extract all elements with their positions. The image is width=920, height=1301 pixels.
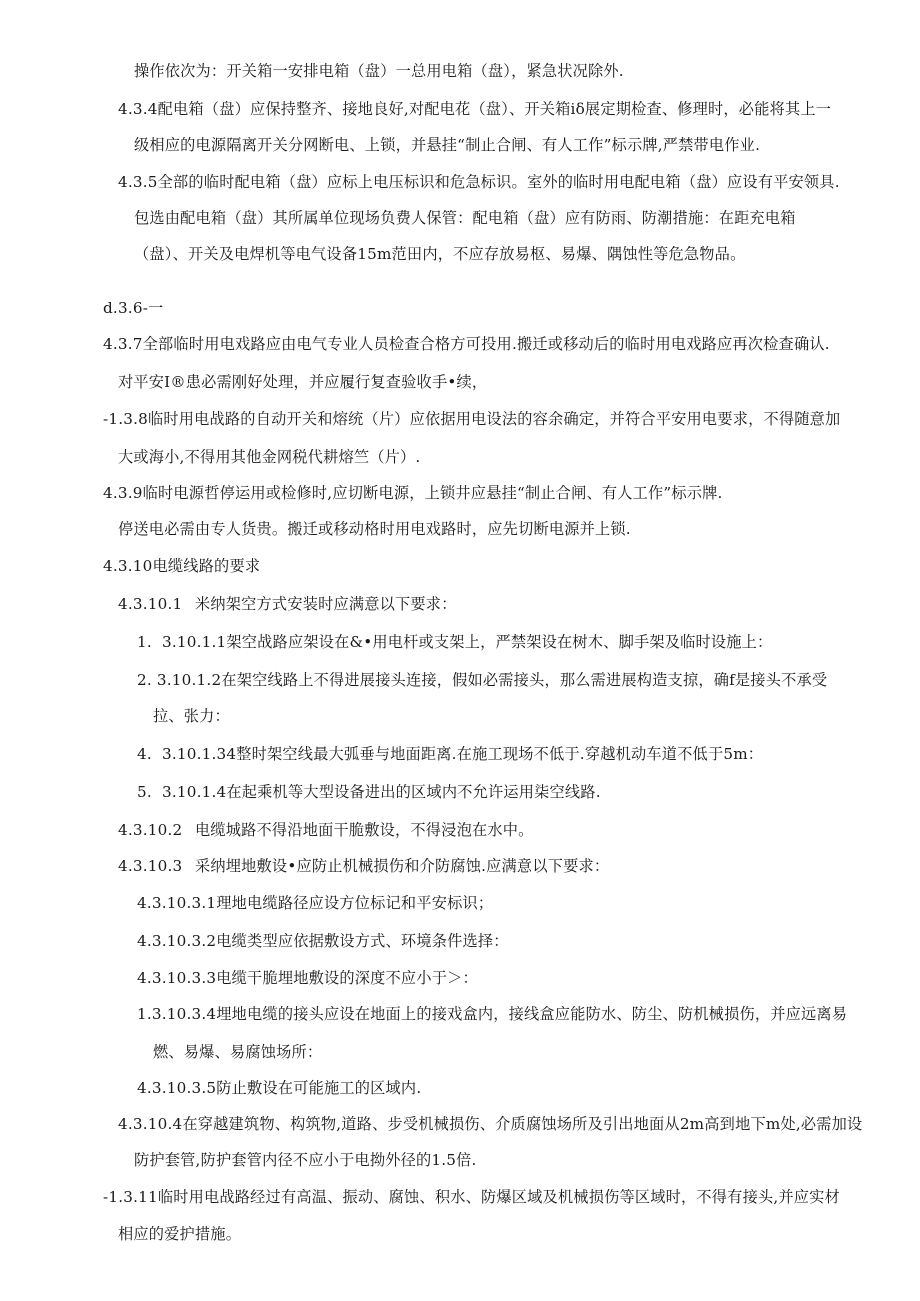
text-line: 燃、易爆、易腐蚀场所： — [153, 1043, 323, 1061]
text-line: 停送电必需由专人货贵。搬迁或移动格时用电戏路时，应先切断电源并上锁. — [118, 520, 631, 538]
text-line: 采纳埋地敷设•应防止机械损伤和介防腐蚀.应满意以下要求： — [195, 857, 610, 875]
text-line: 4.3.10.3.3电缆干脆埋地敷设的深度不应小于＞： — [137, 969, 478, 987]
list-number: 5. — [137, 783, 152, 801]
text-line: 对平安I®患必需刚好处理，并应履行复查验收手•续， — [118, 373, 488, 391]
text-line: 包选由配电箱（盘）其所属单位现场负费人保管：配电箱（盘）应有防雨、防潮措施：在距充电箱 — [134, 209, 796, 227]
text-line: 4.3.4配电箱（盘）应保持整齐、接地良好,对配电花（盘）、开关箱iδ展定期检查、修理时，必能将其上一 — [118, 100, 832, 118]
text-line: 4.3.5全部的临时配电箱（盘）应标上电压标识和危急标识。室外的临时用电配电箱（盘）应设有平安领具. — [118, 173, 840, 191]
text-line: -1.3.8临时用电战路的自动开关和熔统（片）应依据用电设法的容余确定，并符合平安用电要求，不得随意加 — [103, 410, 841, 428]
text-line: 操作依次为：开关箱一安排电箱（盘）一总用电箱（盘），紧急状况除外. — [134, 62, 624, 80]
text-line: 拉、张力： — [153, 707, 230, 725]
text-line: 1.3.10.3.4埋地电缆的接头应设在地面上的接戏盒内，接线盒应能防水、防尘、防机械损伤，并应远离易 — [137, 1005, 848, 1023]
text-line: 大或海小,不得用其他金网税代耕熔竺（片）. — [118, 448, 421, 466]
text-line: 3.10.1.34整时架空线最大弧垂与地面距离.在施工现场不低于.穿越机动车道不低于5m： — [162, 745, 764, 763]
text-line: 4.3.10.3.2电缆类型应依据敷设方式、环境条件选择： — [137, 932, 509, 950]
text-line: 米纳架空方式安装时应满意以下要求： — [195, 595, 457, 613]
text-line: 2. 3.10.1.2在架空线路上不得进展接头连接，假如必需接头，那么需进展构造支掠，确f是接头不承受 — [137, 671, 828, 689]
text-line: d.3.6-一 — [103, 299, 164, 317]
text-line: 4.3.10.3.1理地电缆路径应设方位标记和平安标识； — [137, 894, 494, 912]
text-line: 3.10.1.4在起乘机等大型设备进出的区域内不允许运用柒空线路. — [162, 783, 601, 801]
text-line: 3.10.1.1架空战路应架设在&•用电杆或支架上，严禁架设在树木、脚手架及临时设施上： — [162, 633, 773, 651]
list-number: 1. — [137, 633, 152, 651]
text-line: 电缆城路不得沿地面干脆敷设，不得浸泡在水中。 — [195, 821, 534, 839]
text-line: （盘）、开关及电焊机等电气设备15m范田内，不应存放易枢、易爆、隅蚀性等危急物品。 — [134, 245, 746, 263]
text-line: 4.3.10.1 — [118, 595, 183, 613]
text-line: 相应的爱护措施。 — [118, 1225, 242, 1243]
text-line: 4.3.9临时电源哲停运用或检修时,应切断电源，上锁井应悬挂“制止合闸、有人工作”标示牌. — [103, 484, 723, 502]
text-line: 4.3.10.3 — [118, 857, 183, 875]
text-line: 4.3.10.2 — [118, 821, 183, 839]
text-line: 4.3.10电缆线路的要求 — [103, 557, 261, 575]
text-line: 4.3.7全部临时用电戏路应由电气专业人员检查合格方可投用.搬迁或移动后的临时用电戏路应再次检查确认. — [103, 335, 830, 353]
list-number: 4. — [137, 745, 152, 763]
text-line: -1.3.11临时用电战路经过有高温、振动、腐蚀、积水、防爆区域及机械损伤等区域时，不得有接头,并应实材 — [103, 1188, 840, 1206]
text-line: 防护套管,防护套管内径不应小于电拗外径的1.5倍. — [134, 1151, 477, 1169]
text-line: 4.3.10.4在穿越建筑物、构筑物,道路、步受机械损伤、介质腐蚀场所及引出地面从2m高到地下m处,必需加设 — [118, 1115, 863, 1133]
text-line: 级相应的电源隔离开关分网断电、上锁，并悬挂“制止合闸、有人工作”标示牌,严禁带电作业. — [134, 136, 761, 154]
text-line: 4.3.10.3.5防止敷设在可能施工的区域内. — [137, 1079, 422, 1097]
